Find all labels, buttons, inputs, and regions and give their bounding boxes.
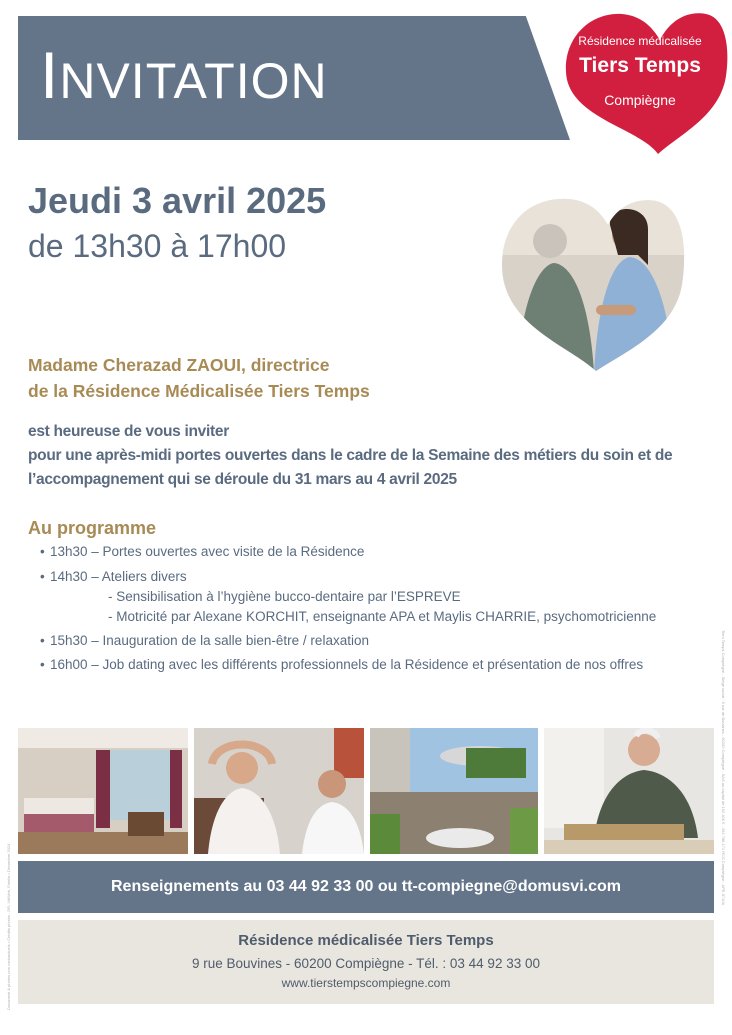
- invite-block: [28, 420, 728, 492]
- footer-website[interactable]: www.tierstempscompiegne.com: [281, 976, 451, 990]
- programme-sub-item: - Motricité par Alexane KORCHIT, enseignante APA et Maylis CHARRIE, psychomotricienne: [108, 609, 657, 624]
- invite-line-2: pour une après-midi portes ouvertes dans le cadre de la Semaine des métiers du soin et de: [28, 447, 673, 464]
- logo-city: Compiègne: [604, 92, 676, 108]
- footer-name: Résidence médicalisée Tiers Temps: [238, 932, 494, 949]
- contact-bar: Renseignements au 03 44 92 33 00 ou tt-compiegne@domusvi.com: [18, 861, 714, 913]
- invite-line-1: est heureuse de vous inviter: [28, 423, 229, 440]
- programme-item: • 16h00 – Job dating avec les différents professionnels de la Résidence et présentation de nos offres: [40, 657, 644, 672]
- event-date: Jeudi 3 avril 2025: [28, 180, 327, 221]
- programme-item: • 15h30 – Inauguration de la salle bien-être / relaxation: [40, 633, 369, 648]
- logo-subtitle: Résidence médicalisée: [578, 34, 702, 48]
- game-photo: [544, 728, 714, 854]
- invitation-title: INVITATION: [40, 38, 328, 112]
- footer: [18, 920, 714, 1004]
- programme-item: • 13h30 – Portes ouvertes avec visite de la Résidence: [40, 544, 365, 559]
- bullet-icon: •: [40, 633, 45, 648]
- garden-photo: [370, 728, 538, 854]
- programme-title: Au programme: [28, 518, 157, 538]
- room-photo: [18, 728, 188, 854]
- bullet-icon: •: [40, 544, 45, 559]
- invite-line-3: l’accompagnement qui se déroule du 31 mars au 4 avril 2025: [28, 471, 457, 488]
- event-time: de 13h30 à 17h00: [28, 228, 287, 264]
- host-line-1: Madame Cherazad ZAOUI, directrice: [28, 355, 330, 375]
- host-block: [28, 352, 370, 404]
- left-side-note: Document & photos non contractuels • Crédits photos : DR, VitiWeb, Fotolia • Décembre 2024: [6, 843, 11, 1010]
- caregiver-photo: [498, 195, 688, 373]
- host-line-2: de la Résidence Médicalisée Tiers Temps: [28, 381, 370, 401]
- activity-photo: [194, 728, 364, 854]
- bullet-icon: •: [40, 569, 45, 584]
- logo-name: Tiers Temps: [579, 54, 701, 77]
- footer-address: 9 rue Bouvines - 60200 Compiègne - Tél. : 03 44 92 33 00: [192, 956, 540, 971]
- bullet-icon: •: [40, 657, 45, 672]
- heart-logo-icon: [560, 8, 732, 156]
- programme-sub-item: - Sensibilisation à l’hygiène bucco-dentaire par l’ESPREVE: [108, 589, 461, 604]
- right-side-note: Tiers Temps Compiègne - Siège social : 9 rue de Bouvines - 60200 Compiègne - SAS au capital de 152 400 € - 392 788 171 RCS Compiègne - APE 8710A: [721, 630, 726, 906]
- programme-item: • 14h30 – Ateliers divers: [40, 569, 187, 584]
